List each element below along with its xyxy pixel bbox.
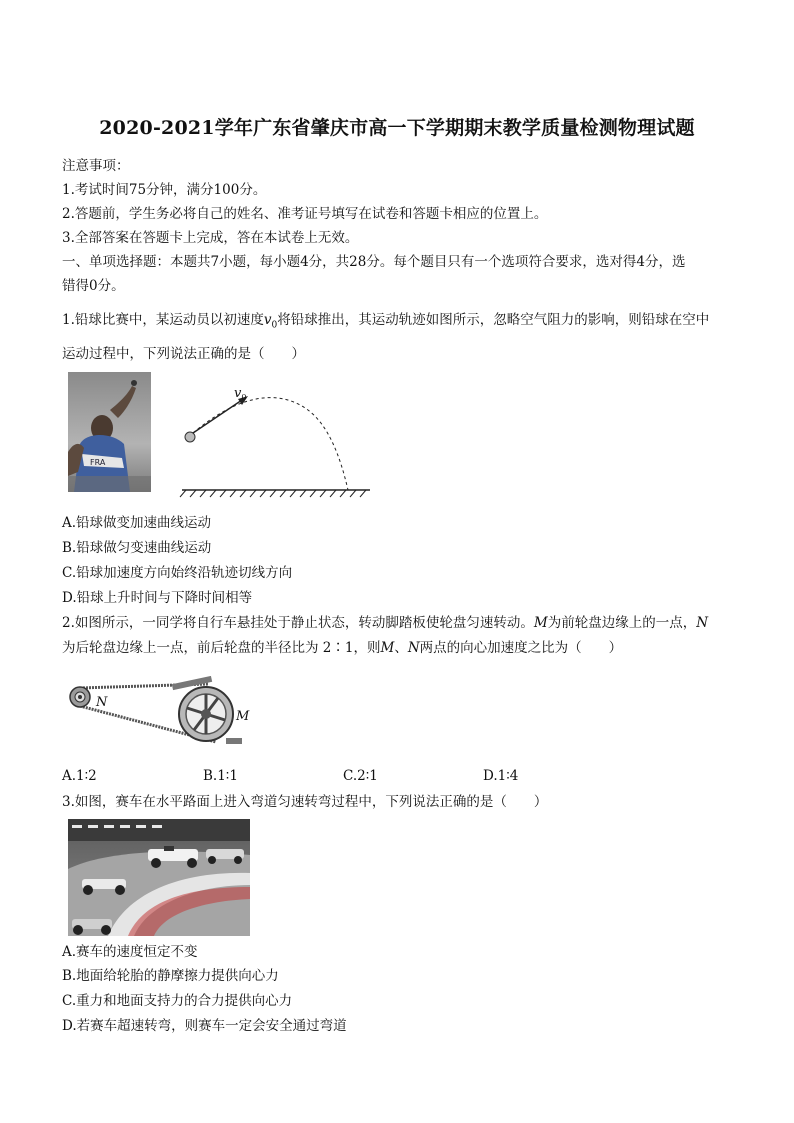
- v0-symbol: v: [263, 312, 272, 328]
- page-title: 2020-2021学年广东省肇庆市高一下学期期末教学质量检测物理试题: [99, 117, 695, 139]
- label-N: N: [96, 695, 108, 710]
- q1-option-b: B.铅球做匀变速曲线运动: [62, 540, 212, 556]
- label-M: M: [236, 709, 250, 724]
- trajectory-curve: [193, 398, 348, 490]
- shot-put-photo: [68, 372, 151, 492]
- q2-option-b: B.1∶1: [203, 768, 238, 784]
- velocity-arrow: [193, 400, 242, 433]
- q1-option-a: A.铅球做变加速曲线运动: [62, 515, 212, 531]
- q1-stem-line2: 运动过程中，下列说法正确的是（ ）: [62, 346, 305, 362]
- q2-option-c: C.2∶1: [343, 768, 378, 784]
- section-heading-line1: 一、单项选择题：本题共7小题，每小题4分，共28分。每个题目只有一个选项符合要求，选对得4分，选: [62, 254, 686, 270]
- trajectory-diagram: [178, 380, 372, 498]
- pedal: [226, 738, 242, 744]
- notice-item-3: 3.全部答案在答题卡上完成，答在本试卷上无效。: [62, 230, 359, 246]
- v0-label: $v_0$: [234, 386, 247, 402]
- q3-stem: 3.如图，赛车在水平路面上进入弯道匀速转弯过程中，下列说法正确的是（ ）: [62, 794, 548, 810]
- q3-option-c: C.重力和地面支持力的合力提供向心力: [62, 993, 293, 1009]
- notice-item-2: 2.答题前，学生务必将自己的姓名、准考证号填写在试卷和答题卡相应的位置上。: [62, 206, 548, 222]
- q3-option-a: A.赛车的速度恒定不变: [62, 944, 198, 960]
- q1-option-c: C.铅球加速度方向始终沿轨迹切线方向: [62, 565, 293, 581]
- chain-drive-diagram: [66, 676, 256, 752]
- rear-sprocket: [70, 687, 90, 707]
- q3-option-b: B.地面给轮胎的静摩擦力提供向心力: [62, 968, 279, 984]
- notice-heading: 注意事项：: [62, 158, 130, 174]
- q2-stem-line2: 为后轮盘边缘上一点，前后轮盘的半径比为 2∶1，则M、N两点的向心加速度之比为（ ）: [62, 640, 623, 656]
- section-heading-line2: 错得0分。: [62, 278, 125, 294]
- q1-stem-line1: 1.铅球比赛中，某运动员以初速度$v_0$将铅球推出，其运动轨迹如图所示，忽略空气阻力的影响，则铅球在空中: [62, 312, 710, 331]
- notice-item-1: 1.考试时间75分钟，满分100分。: [62, 182, 267, 198]
- ground-hatching: [180, 490, 366, 497]
- q2-stem-line1: 2.如图所示，一同学将自行车悬挂处于静止状态，转动脚踏板使轮盘匀速转动。M为前轮盘边缘上的一点，N: [62, 615, 709, 631]
- q3-option-d: D.若赛车超速转弯，则赛车一定会安全通过弯道: [62, 1018, 347, 1034]
- front-chainring: [179, 687, 233, 741]
- race-car-photo: [68, 819, 250, 936]
- svg-text:FRA: FRA: [90, 458, 106, 467]
- q2-option-d: D.1∶4: [483, 768, 519, 784]
- q2-option-a: A.1∶2: [62, 768, 97, 784]
- q1-option-d: D.铅球上升时间与下降时间相等: [62, 590, 253, 606]
